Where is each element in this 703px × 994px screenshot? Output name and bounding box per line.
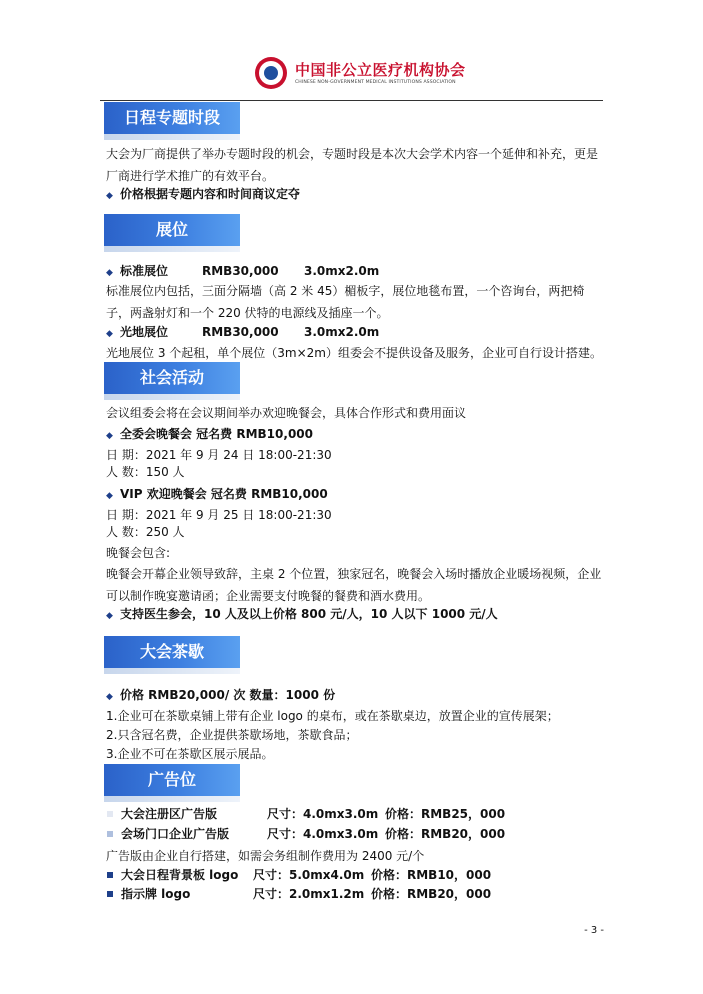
- section-title-ads: 广告位: [104, 764, 240, 796]
- schedule-description: 大会为厂商提供了举办专题时段的机会，专题时段是本次大会学术内容一个延伸和补充，更是厂商进行学术推广的有效平台。: [106, 147, 599, 183]
- square-bullet-icon: [107, 872, 113, 878]
- section-title-tea-break: 大会茶歇: [104, 636, 240, 668]
- tea-break-price: ◆ 价格 RMB20,000/ 次 数量：1000 份: [106, 688, 335, 705]
- logo-text: [295, 61, 466, 86]
- diamond-bullet-icon: ◆: [106, 191, 113, 201]
- ad-row: 大会注册区广告版 尺寸：4.0mx3.0m 价格：RMB25，000: [106, 807, 505, 822]
- section-title-social: 社会活动: [104, 362, 240, 394]
- diamond-bullet-icon: ◆: [106, 491, 113, 501]
- dinner-2-people: 人 数：250 人: [106, 525, 185, 539]
- booth-bare-description: 光地展位 3 个起租，单个展位（3m×2m）组委会不提供设备及服务，企业可自行设计搭建。: [106, 346, 602, 360]
- association-seal-icon: [255, 57, 287, 89]
- booth-standard-row: ◆ 标准展位 RMB30,000 3.0mx2.0m: [106, 264, 379, 281]
- tea-break-item: 1.企业可在茶歇桌铺上带有企业 logo 的桌布，或在茶歇桌边，放置企业的宣传展架；: [106, 709, 559, 723]
- dinner-2-title: ◆ VIP 欢迎晚餐会 冠名费 RMB10,000: [106, 487, 328, 504]
- square-bullet-icon: [107, 891, 113, 897]
- section-title-booth: 展位: [104, 214, 240, 246]
- dinner-1-date: 日 期：2021 年 9 月 24 日 18:00-21:30: [106, 448, 332, 462]
- diamond-bullet-icon: ◆: [106, 431, 113, 441]
- dinner-2-date: 日 期：2021 年 9 月 25 日 18:00-21:30: [106, 508, 332, 522]
- dinner-includes-label: 晚餐会包含:: [106, 546, 171, 560]
- sponsor-doctor-note: ◆ 支持医生参会，10 人及以上价格 800 元/人，10 人以下 1000 元/人: [106, 607, 498, 624]
- social-intro: 会议组委会将在会议期间举办欢迎晚餐会，具体合作形式和费用面议: [106, 406, 467, 420]
- diamond-bullet-icon: ◆: [106, 611, 113, 621]
- header-divider: [100, 100, 603, 101]
- header-logo: [255, 56, 466, 90]
- ad-row: 会场门口企业广告版 尺寸：4.0mx3.0m 价格：RMB20，000: [106, 827, 505, 842]
- schedule-price-note: ◆ 价格根据专题内容和时间商议定夺: [106, 187, 300, 204]
- ads-note: 广告版由企业自行搭建，如需会务组制作费用为 2400 元/个: [106, 849, 425, 863]
- ad-row: 指示牌 logo 尺寸：2.0mx1.2m 价格：RMB20，000: [106, 887, 491, 902]
- diamond-bullet-icon: ◆: [106, 329, 113, 339]
- booth-bare-row: ◆ 光地展位 RMB30,000 3.0mx2.0m: [106, 325, 379, 342]
- diamond-bullet-icon: ◆: [106, 692, 113, 702]
- dinner-includes-description: 晚餐会开幕企业领导致辞，主桌 2 个位置，独家冠名，晚餐会入场时播放企业暖场视频，企业可以制作晚宴邀请函；企业需要支付晚餐的餐费和酒水费用。: [106, 567, 602, 603]
- org-name-en: CHINESE NON-GOVERNMENT MEDICAL INSTITUTIONS ASSOCIATION: [295, 79, 456, 85]
- tea-break-item: 3.企业不可在茶歇区展示展品。: [106, 747, 274, 761]
- booth-standard-description: 标准展位内包括，三面分隔墙（高 2 米 45）楣板字，展位地毯布置，一个咨询台，两把椅子，两盏射灯和一个 220 伏特的电源线及插座一个。: [106, 284, 585, 320]
- diamond-bullet-icon: ◆: [106, 268, 113, 278]
- square-bullet-icon: [107, 811, 113, 817]
- square-bullet-icon: [107, 831, 113, 837]
- section-title-schedule: 日程专题时段: [104, 102, 240, 134]
- dinner-1-people: 人 数：150 人: [106, 465, 185, 479]
- org-name-cn: 中国非公立医疗机构协会: [295, 60, 466, 79]
- ad-row: 大会日程背景板 logo 尺寸：5.0mx4.0m 价格：RMB10，000: [106, 868, 491, 883]
- page-number: - 3 -: [584, 925, 604, 936]
- tea-break-item: 2.只含冠名费，企业提供茶歇场地，茶歇食品；: [106, 728, 358, 742]
- dinner-1-title: ◆ 全委会晚餐会 冠名费 RMB10,000: [106, 427, 313, 444]
